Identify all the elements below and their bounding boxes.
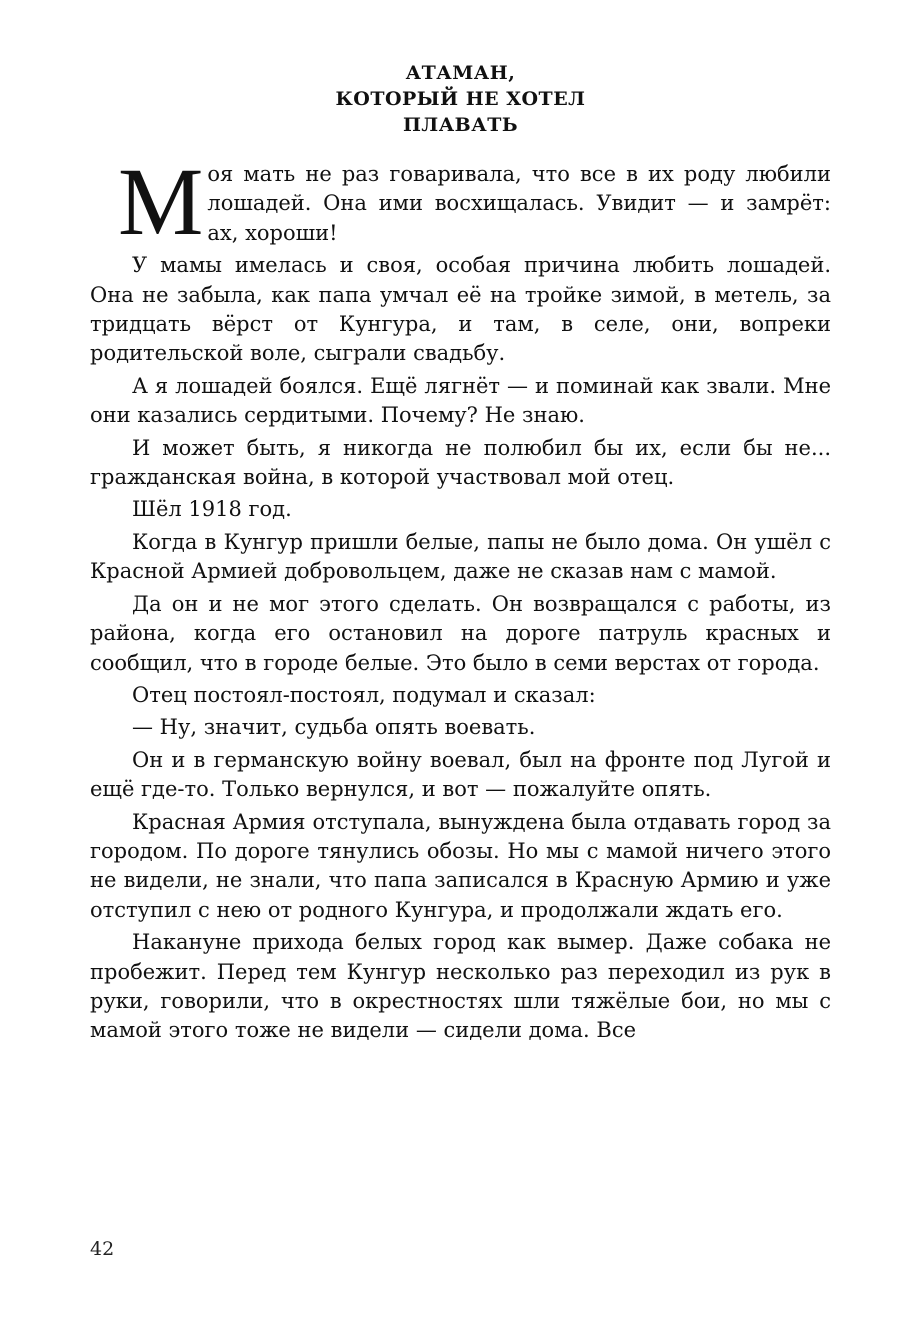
chapter-title-line-2: КОТОРЫЙ НЕ ХОТЕЛ (335, 88, 586, 110)
paragraph-8: Отец постоял-постоял, подумал и сказал: (132, 682, 596, 707)
chapter-title (90, 60, 831, 138)
paragraph-2: У мамы имелась и своя, особая причина любить лошадей. Она не забыла, как папа умчал её на тройке зимой, в метель, за тридцать вёрст от Кунгура, и там, в селе, они, вопреки родительской воле, сыграли свадьбу. (90, 253, 831, 366)
book-page (90, 60, 831, 1049)
paragraph-5: Шёл 1918 год. (132, 497, 292, 522)
paragraph-1: Моя мать не раз говаривала, что все в их роду любили лошадей. Она ими восхищалась. Увидит — и замрёт: ах, хороши! (118, 148, 831, 255)
chapter-title-line-1: АТАМАН, (405, 62, 516, 84)
drop-cap: М (118, 148, 204, 255)
paragraph-9: — Ну, значит, судьба опять воевать. (132, 715, 536, 740)
paragraph-7: Да он и не мог этого сделать. Он возвращался с работы, из района, когда его остановил на дороге патруль красных и сообщил, что в городе белые. Это было в семи верстах от города. (90, 591, 831, 675)
body-text (90, 148, 831, 1046)
paragraph-12: Накануне прихода белых город как вымер. Даже собака не пробежит. Перед тем Кунгур несколько раз переходил из рук в руки, говорили, что в окрестностях шли тяжёлые бои, но мы с мамой этого тоже не видели — сидели дома. Все (90, 930, 831, 1043)
paragraph-3: А я лошадей боялся. Ещё лягнёт — и поминай как звали. Мне они казались сердитыми. Почему? Не знаю. (90, 373, 831, 428)
paragraph-10: Он и в германскую войну воевал, был на фронте под Лугой и ещё где-то. Только вернулся, и вот — пожалуйте опять. (90, 747, 831, 802)
paragraph-6: Когда в Кунгур пришли белые, папы не было дома. Он ушёл с Красной Армией добровольцем, даже не сказав нам с мамой. (90, 529, 831, 584)
paragraph-11: Красная Армия отступала, вынуждена была отдавать город за городом. По дороге тянулись обозы. Но мы с мамой ничего этого не видели, не знали, что папа записался в Красную Армию и уже отступил с нею от родного Кунгура, и продолжали ждать его. (90, 809, 831, 922)
paragraph-4: И может быть, я никогда не полюбил бы их, если бы не... гражданская война, в которой участвовал мой отец. (90, 435, 831, 490)
chapter-title-line-3: ПЛАВАТЬ (402, 114, 519, 136)
page-number: 42 (90, 1238, 115, 1260)
